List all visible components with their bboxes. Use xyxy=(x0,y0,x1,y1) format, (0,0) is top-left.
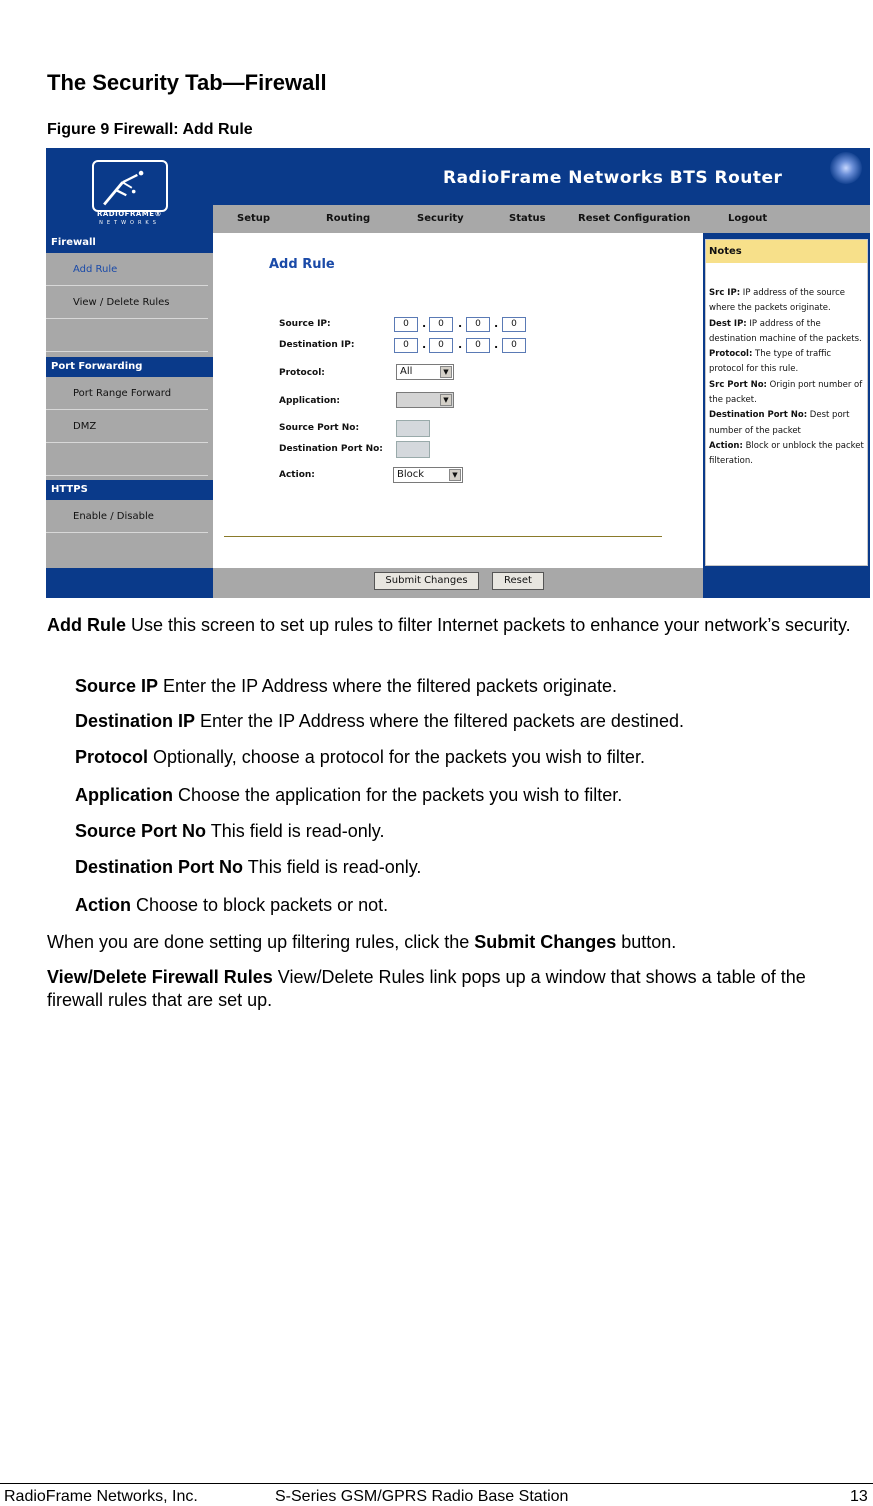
sidebar-item-dmz[interactable]: DMZ xyxy=(46,410,208,443)
router-screenshot xyxy=(46,148,870,598)
protocol-select[interactable] xyxy=(396,364,454,380)
nav-setup[interactable]: Setup xyxy=(237,213,271,224)
view-delete-paragraph: View/Delete Firewall Rules View/Delete Rules link pops up a window that shows a table of the firewall rules that are set up. xyxy=(47,967,806,1010)
sidebar-head-firewall: Firewall xyxy=(46,233,213,253)
application-label: Application: xyxy=(279,396,341,406)
source-ip-octet-3[interactable]: 0 xyxy=(466,317,490,332)
note-entry: Action: Block or unblock the packet filteration. xyxy=(709,440,864,467)
divider xyxy=(224,536,662,537)
add-rule-paragraph: Add Rule Use this screen to set up rules to filter Internet packets to enhance your network’s security. xyxy=(47,615,851,635)
sidebar-spacer xyxy=(46,443,208,476)
chevron-down-icon: ▼ xyxy=(440,366,452,378)
dest-port-field xyxy=(396,441,430,458)
sidebar-item-port-range-forward[interactable]: Port Range Forward xyxy=(46,377,208,410)
footer-company: RadioFrame Networks, Inc. xyxy=(4,1488,198,1505)
submit-changes-button[interactable]: Submit Changes xyxy=(374,572,479,590)
notes-box xyxy=(705,239,868,566)
source-port-field xyxy=(396,420,430,437)
nav-security[interactable]: Security xyxy=(417,213,464,224)
ip-dot: . xyxy=(422,338,427,351)
ip-dot: . xyxy=(458,338,463,351)
action-label: Action: xyxy=(279,470,315,480)
sidebar-item-add-rule[interactable]: Add Rule xyxy=(46,253,208,286)
source-ip-label: Source IP: xyxy=(279,319,331,329)
field-description: Protocol Optionally, choose a protocol for the packets you wish to filter. xyxy=(75,747,645,767)
source-port-label: Source Port No: xyxy=(279,423,360,433)
nav-status[interactable]: Status xyxy=(509,213,546,224)
radioframe-logo-icon xyxy=(92,160,168,212)
dest-ip-octet-2[interactable]: 0 xyxy=(429,338,453,353)
ip-dot: . xyxy=(458,317,463,330)
dest-ip-octet-4[interactable]: 0 xyxy=(502,338,526,353)
nav-reset-configuration[interactable]: Reset Configuration xyxy=(578,213,691,224)
dest-ip-octet-3[interactable]: 0 xyxy=(466,338,490,353)
banner-title: RadioFrame Networks BTS Router xyxy=(443,168,783,188)
footer-product: S-Series GSM/GPRS Radio Base Station xyxy=(275,1488,569,1505)
source-ip-octet-4[interactable]: 0 xyxy=(502,317,526,332)
ip-dot: . xyxy=(494,317,499,330)
notes-body xyxy=(709,286,867,470)
add-rule-form xyxy=(213,233,703,568)
sidebar-head-https: HTTPS xyxy=(46,480,213,500)
figure-caption: Figure 9 Firewall: Add Rule xyxy=(47,121,253,138)
ip-dot: . xyxy=(422,317,427,330)
source-ip-octet-2[interactable]: 0 xyxy=(429,317,453,332)
field-description: Source IP Enter the IP Address where the filtered packets originate. xyxy=(75,676,617,696)
protocol-label: Protocol: xyxy=(279,368,325,378)
footer-bar xyxy=(46,568,213,598)
application-select[interactable] xyxy=(396,392,454,408)
note-entry: Protocol: The type of traffic protocol for this rule. xyxy=(709,349,832,375)
note-entry: Src Port No: Origin port number of the packet. xyxy=(709,379,863,406)
sidebar-spacer xyxy=(46,319,208,352)
logo-subtext: NETWORKS xyxy=(99,220,160,226)
top-nav xyxy=(213,205,870,233)
logo-area xyxy=(46,148,213,233)
field-description: Action Choose to block packets or not. xyxy=(75,895,389,915)
dest-port-label: Destination Port No: xyxy=(279,444,383,454)
notes-title: Notes xyxy=(706,240,867,263)
logo-wordmark: RADIOFRAME® xyxy=(96,210,162,218)
submit-note-paragraph: When you are done setting up filtering rules, click the Submit Changes button. xyxy=(47,932,677,952)
action-selected-value: Block xyxy=(397,469,425,480)
chevron-down-icon: ▼ xyxy=(449,469,461,481)
note-entry: Src IP: IP address of the source where the packets originate. xyxy=(709,288,846,314)
nav-routing[interactable]: Routing xyxy=(326,213,371,224)
reset-button[interactable]: Reset xyxy=(492,572,544,590)
notes-panel xyxy=(703,233,870,568)
banner xyxy=(213,148,870,205)
footer-rule xyxy=(0,1483,873,1484)
protocol-selected-value: All xyxy=(400,366,413,377)
section-title: The Security Tab—Firewall xyxy=(47,70,327,95)
note-entry: Dest IP: IP address of the destination machine of the packets. xyxy=(709,318,862,344)
footer-bar xyxy=(703,568,870,598)
note-entry: Destination Port No: Dest port number of the packet xyxy=(709,410,850,436)
footer-page-number: 13 xyxy=(850,1488,868,1505)
field-description: Destination IP Enter the IP Address where the filtered packets are destined. xyxy=(75,711,684,731)
sidebar-item-enable-disable[interactable]: Enable / Disable xyxy=(46,500,208,533)
source-ip-octet-1[interactable]: 0 xyxy=(394,317,418,332)
dest-ip-octet-1[interactable]: 0 xyxy=(394,338,418,353)
form-title: Add Rule xyxy=(269,257,335,272)
field-description: Source Port No This field is read-only. xyxy=(75,821,385,841)
field-description: Application Choose the application for the packets you wish to filter. xyxy=(75,785,623,805)
nav-logout[interactable]: Logout xyxy=(728,213,768,224)
ip-dot: . xyxy=(494,338,499,351)
field-description: Destination Port No This field is read-only. xyxy=(75,857,422,877)
action-select[interactable] xyxy=(393,467,463,483)
sidebar xyxy=(46,233,213,568)
chevron-down-icon: ▼ xyxy=(440,394,452,406)
orb-icon xyxy=(830,152,862,184)
sidebar-item-view-delete-rules[interactable]: View / Delete Rules xyxy=(46,286,208,319)
dest-ip-label: Destination IP: xyxy=(279,340,355,350)
sidebar-head-port-forwarding: Port Forwarding xyxy=(46,357,213,377)
